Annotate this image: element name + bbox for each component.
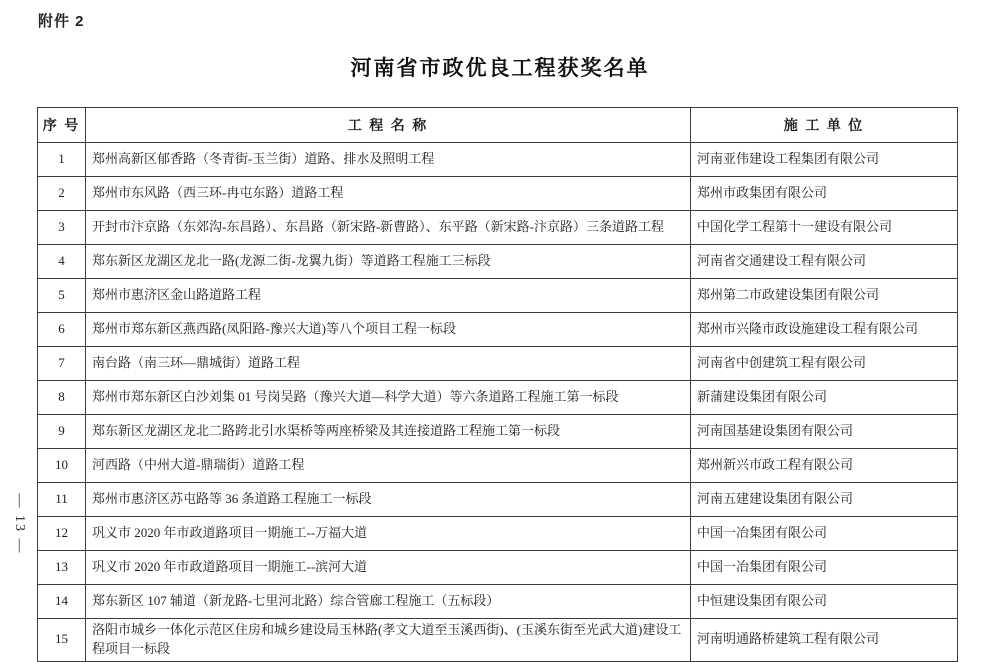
company-cell: 河南五建建设集团有限公司 bbox=[691, 483, 958, 517]
header-cell-company: 施 工 单 位 bbox=[691, 108, 958, 143]
company-cell: 河南明通路桥建筑工程有限公司 bbox=[691, 619, 958, 662]
page-number: — 13 — bbox=[12, 493, 27, 555]
row-number-cell: 7 bbox=[38, 347, 86, 381]
company-cell: 河南国基建设集团有限公司 bbox=[691, 415, 958, 449]
row-number-cell: 10 bbox=[38, 449, 86, 483]
project-name-cell: 郑州市惠济区苏屯路等 36 条道路工程施工一标段 bbox=[86, 483, 691, 517]
row-number-cell: 11 bbox=[38, 483, 86, 517]
project-name-cell: 开封市汴京路（东郊沟-东昌路）、东昌路（新宋路-新曹路）、东平路（新宋路-汴京路）三条道路工程 bbox=[86, 211, 691, 245]
page-title: 河南省市政优良工程获奖名单 bbox=[350, 57, 650, 80]
row-number-cell: 9 bbox=[38, 415, 86, 449]
table-row bbox=[38, 211, 958, 245]
table-row bbox=[38, 551, 958, 585]
project-name-cell: 南台路（南三环—鼎城街）道路工程 bbox=[86, 347, 691, 381]
table-row bbox=[38, 245, 958, 279]
project-name-cell: 郑东新区 107 辅道（新龙路-七里河北路）综合管廊工程施工（五标段） bbox=[86, 585, 691, 619]
table-row bbox=[38, 449, 958, 483]
header-cell-no: 序 号 bbox=[38, 108, 86, 143]
project-name-cell: 郑州市惠济区金山路道路工程 bbox=[86, 279, 691, 313]
project-name-cell: 郑州市郑东新区燕西路(凤阳路-豫兴大道)等八个项目工程一标段 bbox=[86, 313, 691, 347]
row-number-cell: 5 bbox=[38, 279, 86, 313]
company-cell: 郑州新兴市政工程有限公司 bbox=[691, 449, 958, 483]
company-cell: 新蒲建设集团有限公司 bbox=[691, 381, 958, 415]
company-cell: 中国一冶集团有限公司 bbox=[691, 551, 958, 585]
header-cell-project: 工 程 名 称 bbox=[86, 108, 691, 143]
table-row bbox=[38, 381, 958, 415]
table-row bbox=[38, 585, 958, 619]
table-row bbox=[38, 619, 958, 662]
row-number-cell: 6 bbox=[38, 313, 86, 347]
table-row bbox=[38, 517, 958, 551]
project-name-cell: 郑州市东风路（西三环-冉屯东路）道路工程 bbox=[86, 177, 691, 211]
row-number-cell: 12 bbox=[38, 517, 86, 551]
company-cell: 中国化学工程第十一建设有限公司 bbox=[691, 211, 958, 245]
project-name-cell: 巩义市 2020 年市政道路项目一期施工--万福大道 bbox=[86, 517, 691, 551]
header-row bbox=[38, 108, 958, 143]
company-cell: 中国一冶集团有限公司 bbox=[691, 517, 958, 551]
project-name-cell: 巩义市 2020 年市政道路项目一期施工--滨河大道 bbox=[86, 551, 691, 585]
row-number-cell: 1 bbox=[38, 143, 86, 177]
row-number-cell: 4 bbox=[38, 245, 86, 279]
project-name-cell: 郑州市郑东新区白沙刘集 01 号岗吴路（豫兴大道—科学大道）等六条道路工程施工第一标段 bbox=[86, 381, 691, 415]
project-name-cell: 洛阳市城乡一体化示范区住房和城乡建设局玉林路(孝文大道至玉溪西街)、(玉溪东街至光武大道)建设工程项目一标段 bbox=[86, 619, 691, 662]
row-number-cell: 8 bbox=[38, 381, 86, 415]
company-cell: 郑州市兴隆市政设施建设工程有限公司 bbox=[691, 313, 958, 347]
project-name-cell: 郑东新区龙湖区龙北二路跨北引水渠桥等两座桥梁及其连接道路工程施工第一标段 bbox=[86, 415, 691, 449]
row-number-cell: 2 bbox=[38, 177, 86, 211]
company-cell: 河南亚伟建设工程集团有限公司 bbox=[691, 143, 958, 177]
company-cell: 河南省中创建筑工程有限公司 bbox=[691, 347, 958, 381]
table-row bbox=[38, 313, 958, 347]
company-cell: 河南省交通建设工程有限公司 bbox=[691, 245, 958, 279]
company-cell: 郑州市政集团有限公司 bbox=[691, 177, 958, 211]
company-cell: 中恒建设集团有限公司 bbox=[691, 585, 958, 619]
table-body bbox=[38, 143, 958, 662]
table-row bbox=[38, 279, 958, 313]
project-name-cell: 郑东新区龙湖区龙北一路(龙源二街-龙翼九街）等道路工程施工三标段 bbox=[86, 245, 691, 279]
row-number-cell: 15 bbox=[38, 619, 86, 662]
row-number-cell: 14 bbox=[38, 585, 86, 619]
award-table bbox=[37, 107, 958, 662]
table-row bbox=[38, 143, 958, 177]
attachment-label: 附件 2 bbox=[38, 13, 85, 30]
table-row bbox=[38, 415, 958, 449]
row-number-cell: 3 bbox=[38, 211, 86, 245]
company-cell: 郑州第二市政建设集团有限公司 bbox=[691, 279, 958, 313]
table-row bbox=[38, 483, 958, 517]
project-name-cell: 郑州高新区郁香路（冬青街-玉兰街）道路、排水及照明工程 bbox=[86, 143, 691, 177]
row-number-cell: 13 bbox=[38, 551, 86, 585]
project-name-cell: 河西路（中州大道-鼎瑞街）道路工程 bbox=[86, 449, 691, 483]
table-row bbox=[38, 177, 958, 211]
table-row bbox=[38, 347, 958, 381]
table-header bbox=[38, 108, 958, 143]
